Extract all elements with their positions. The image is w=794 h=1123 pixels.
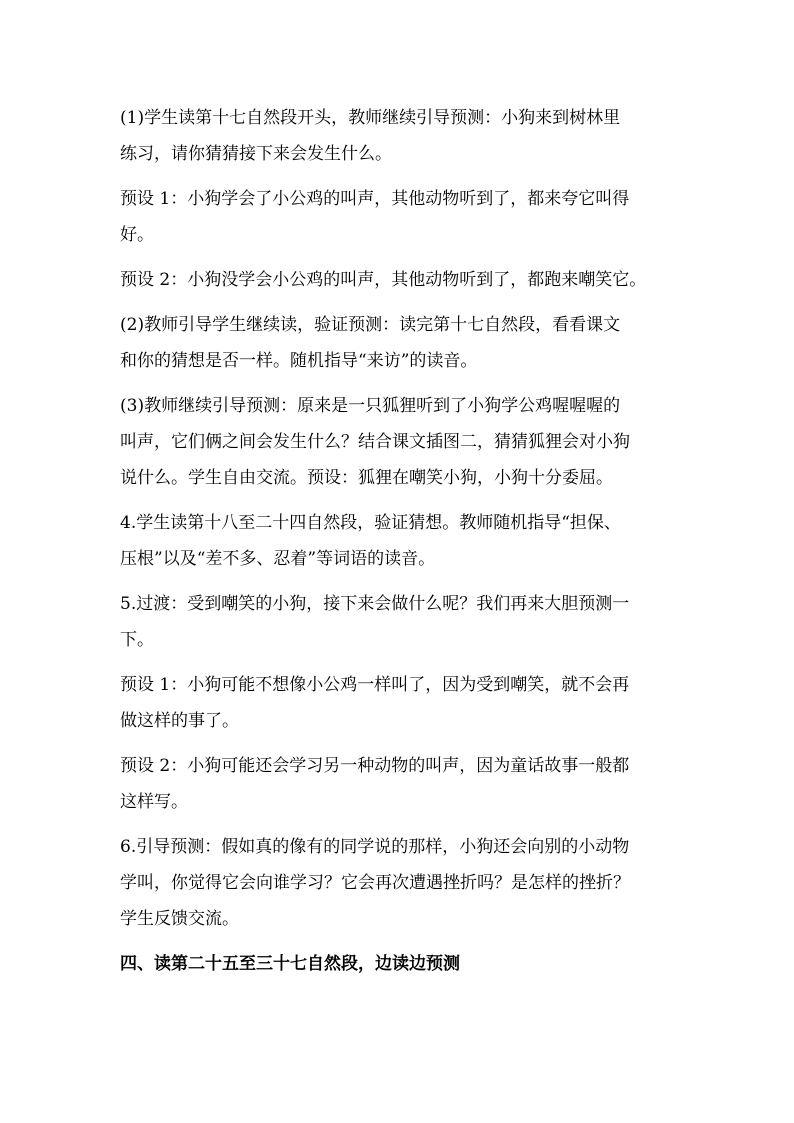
text-line: (2)教师引导学生继续读，验证预测：读完第十七自然段，看看课文 <box>120 315 621 335</box>
paragraph-2 <box>120 181 680 253</box>
text-line: 下。 <box>120 630 154 650</box>
text-line: 这样写。 <box>120 792 188 812</box>
text-line: 说什么。学生自由交流。预设：狐狸在嘲笑小狗，小狗十分委屈。 <box>120 468 613 488</box>
text-line: 压根”以及“差不多、忍着”等词语的读音。 <box>120 549 436 569</box>
paragraph-8 <box>120 667 680 739</box>
section-heading: 四、读第二十五至三十七自然段，边读边预测 <box>120 954 460 974</box>
paragraph-4 <box>120 307 680 379</box>
text-line: 4.学生读第十八至二十四自然段，验证猜想。教师随机指导“担保、 <box>120 513 621 533</box>
text-line: 预设 1：小狗学会了小公鸡的叫声，其他动物听到了，都来夸它叫得 <box>120 189 630 209</box>
text-line: 学叫，你觉得它会向谁学习？它会再次遭遇挫折吗？是怎样的挫折？ <box>120 873 630 893</box>
text-line: 做这样的事了。 <box>120 711 239 731</box>
text-line: (3)教师继续引导预测：原来是一只狐狸听到了小狗学公鸡喔喔喔的 <box>120 396 621 416</box>
lesson-plan-text <box>120 100 680 982</box>
text-line: 预设 2：小狗没学会小公鸡的叫声，其他动物听到了，都跑来嘲笑它。 <box>120 270 647 290</box>
paragraph-1 <box>120 100 680 172</box>
text-line: 5.过渡：受到嘲笑的小狗，接下来会做什么呢？我们再来大胆预测一 <box>120 594 630 614</box>
paragraph-10 <box>120 829 680 937</box>
paragraph-3 <box>120 262 680 298</box>
text-line: 练习，请你猜猜接下来会发生什么。 <box>120 144 392 164</box>
text-line: (1)学生读第十七自然段开头，教师继续引导预测：小狗来到树林里 <box>120 108 621 128</box>
paragraph-6 <box>120 505 680 577</box>
text-line: 学生反馈交流。 <box>120 909 239 929</box>
text-line: 和你的猜想是否一样。随机指导“来访”的读音。 <box>120 351 478 371</box>
text-line: 预设 1：小狗可能不想像小公鸡一样叫了，因为受到嘲笑，就不会再 <box>120 675 630 695</box>
text-line: 好。 <box>120 225 154 245</box>
text-line: 叫声，它们俩之间会发生什么？结合课文插图二，猜猜狐狸会对小狗 <box>120 432 630 452</box>
paragraph-7 <box>120 586 680 658</box>
text-line: 预设 2：小狗可能还会学习另一种动物的叫声，因为童话故事一般都 <box>120 756 630 776</box>
paragraph-9 <box>120 748 680 820</box>
paragraph-5 <box>120 388 680 496</box>
text-line: 6.引导预测：假如真的像有的同学说的那样，小狗还会向别的小动物 <box>120 837 630 857</box>
